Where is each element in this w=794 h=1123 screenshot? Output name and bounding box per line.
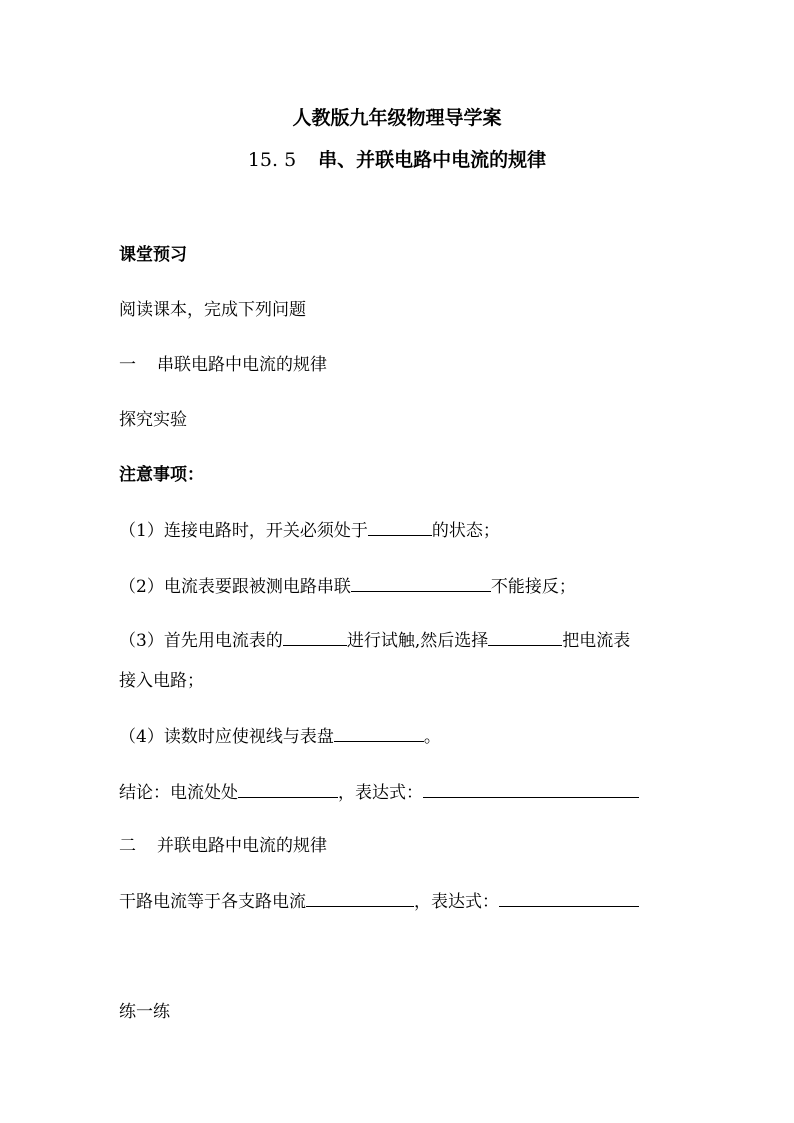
note-item-1-blank[interactable] [368,519,432,536]
note-item-2 [119,575,576,598]
note-item-4-suffix: 。 [423,727,441,747]
notes-heading: 注意事项： [119,465,204,485]
conclusion-prefix: 结论：电流处处 [119,783,238,803]
note-item-1-suffix: 的状态； [431,521,500,541]
section2-statement [119,890,639,913]
section2-formula-blank[interactable] [499,890,639,907]
note-item-4-prefix: （4）读数时应使视线与表盘 [119,727,334,747]
note-item-3-suffix: 把电流表 [562,631,631,651]
document-title: 人教版九年级物理导学案 [292,107,502,129]
note-item-3-blank-b[interactable] [488,629,562,646]
conclusion-middle: ，表达式： [338,783,423,803]
conclusion-line [119,781,639,804]
experiment-heading: 探究实验 [119,410,187,430]
conclusion-formula-blank[interactable] [423,781,639,798]
note-item-4-blank[interactable] [334,725,424,742]
conclusion-blank[interactable] [238,781,338,798]
note-item-1-prefix: （1）连接电路时，开关必须处于 [119,521,368,541]
note-item-4 [119,725,441,748]
lesson-heading [0,148,794,172]
note-item-3-prefix: （3）首先用电流表的 [119,631,283,651]
section2-statement-blank[interactable] [306,890,414,907]
note-item-2-blank[interactable] [351,575,491,592]
lesson-number: 15. 5 [247,149,297,171]
section2-statement-middle: ，表达式： [414,892,499,912]
section1-number: 一 [119,355,136,375]
lesson-title: 串、并联电路中电流的规律 [318,149,547,171]
note-item-3 [119,629,630,652]
note-item-2-prefix: （2）电流表要跟被测电路串联 [119,577,351,597]
section2-statement-prefix: 干路电流等于各支路电流 [119,892,306,912]
section1-heading [119,354,327,376]
preview-heading: 课堂预习 [119,245,187,265]
section1-title: 串联电路中电流的规律 [157,355,327,375]
section2-heading [119,835,327,857]
note-item-1 [119,519,500,542]
preview-instruction: 阅读课本，完成下列问题 [119,300,306,320]
note-item-3-continuation: 接入电路； [119,671,204,691]
note-item-3-blank-a[interactable] [283,629,347,646]
section2-number: 二 [119,836,136,856]
section2-title: 并联电路中电流的规律 [157,836,327,856]
note-item-2-suffix: 不能接反； [490,577,576,597]
note-item-3-middle: 进行试触,然后选择 [346,631,489,651]
practice-heading: 练一练 [119,1002,170,1022]
